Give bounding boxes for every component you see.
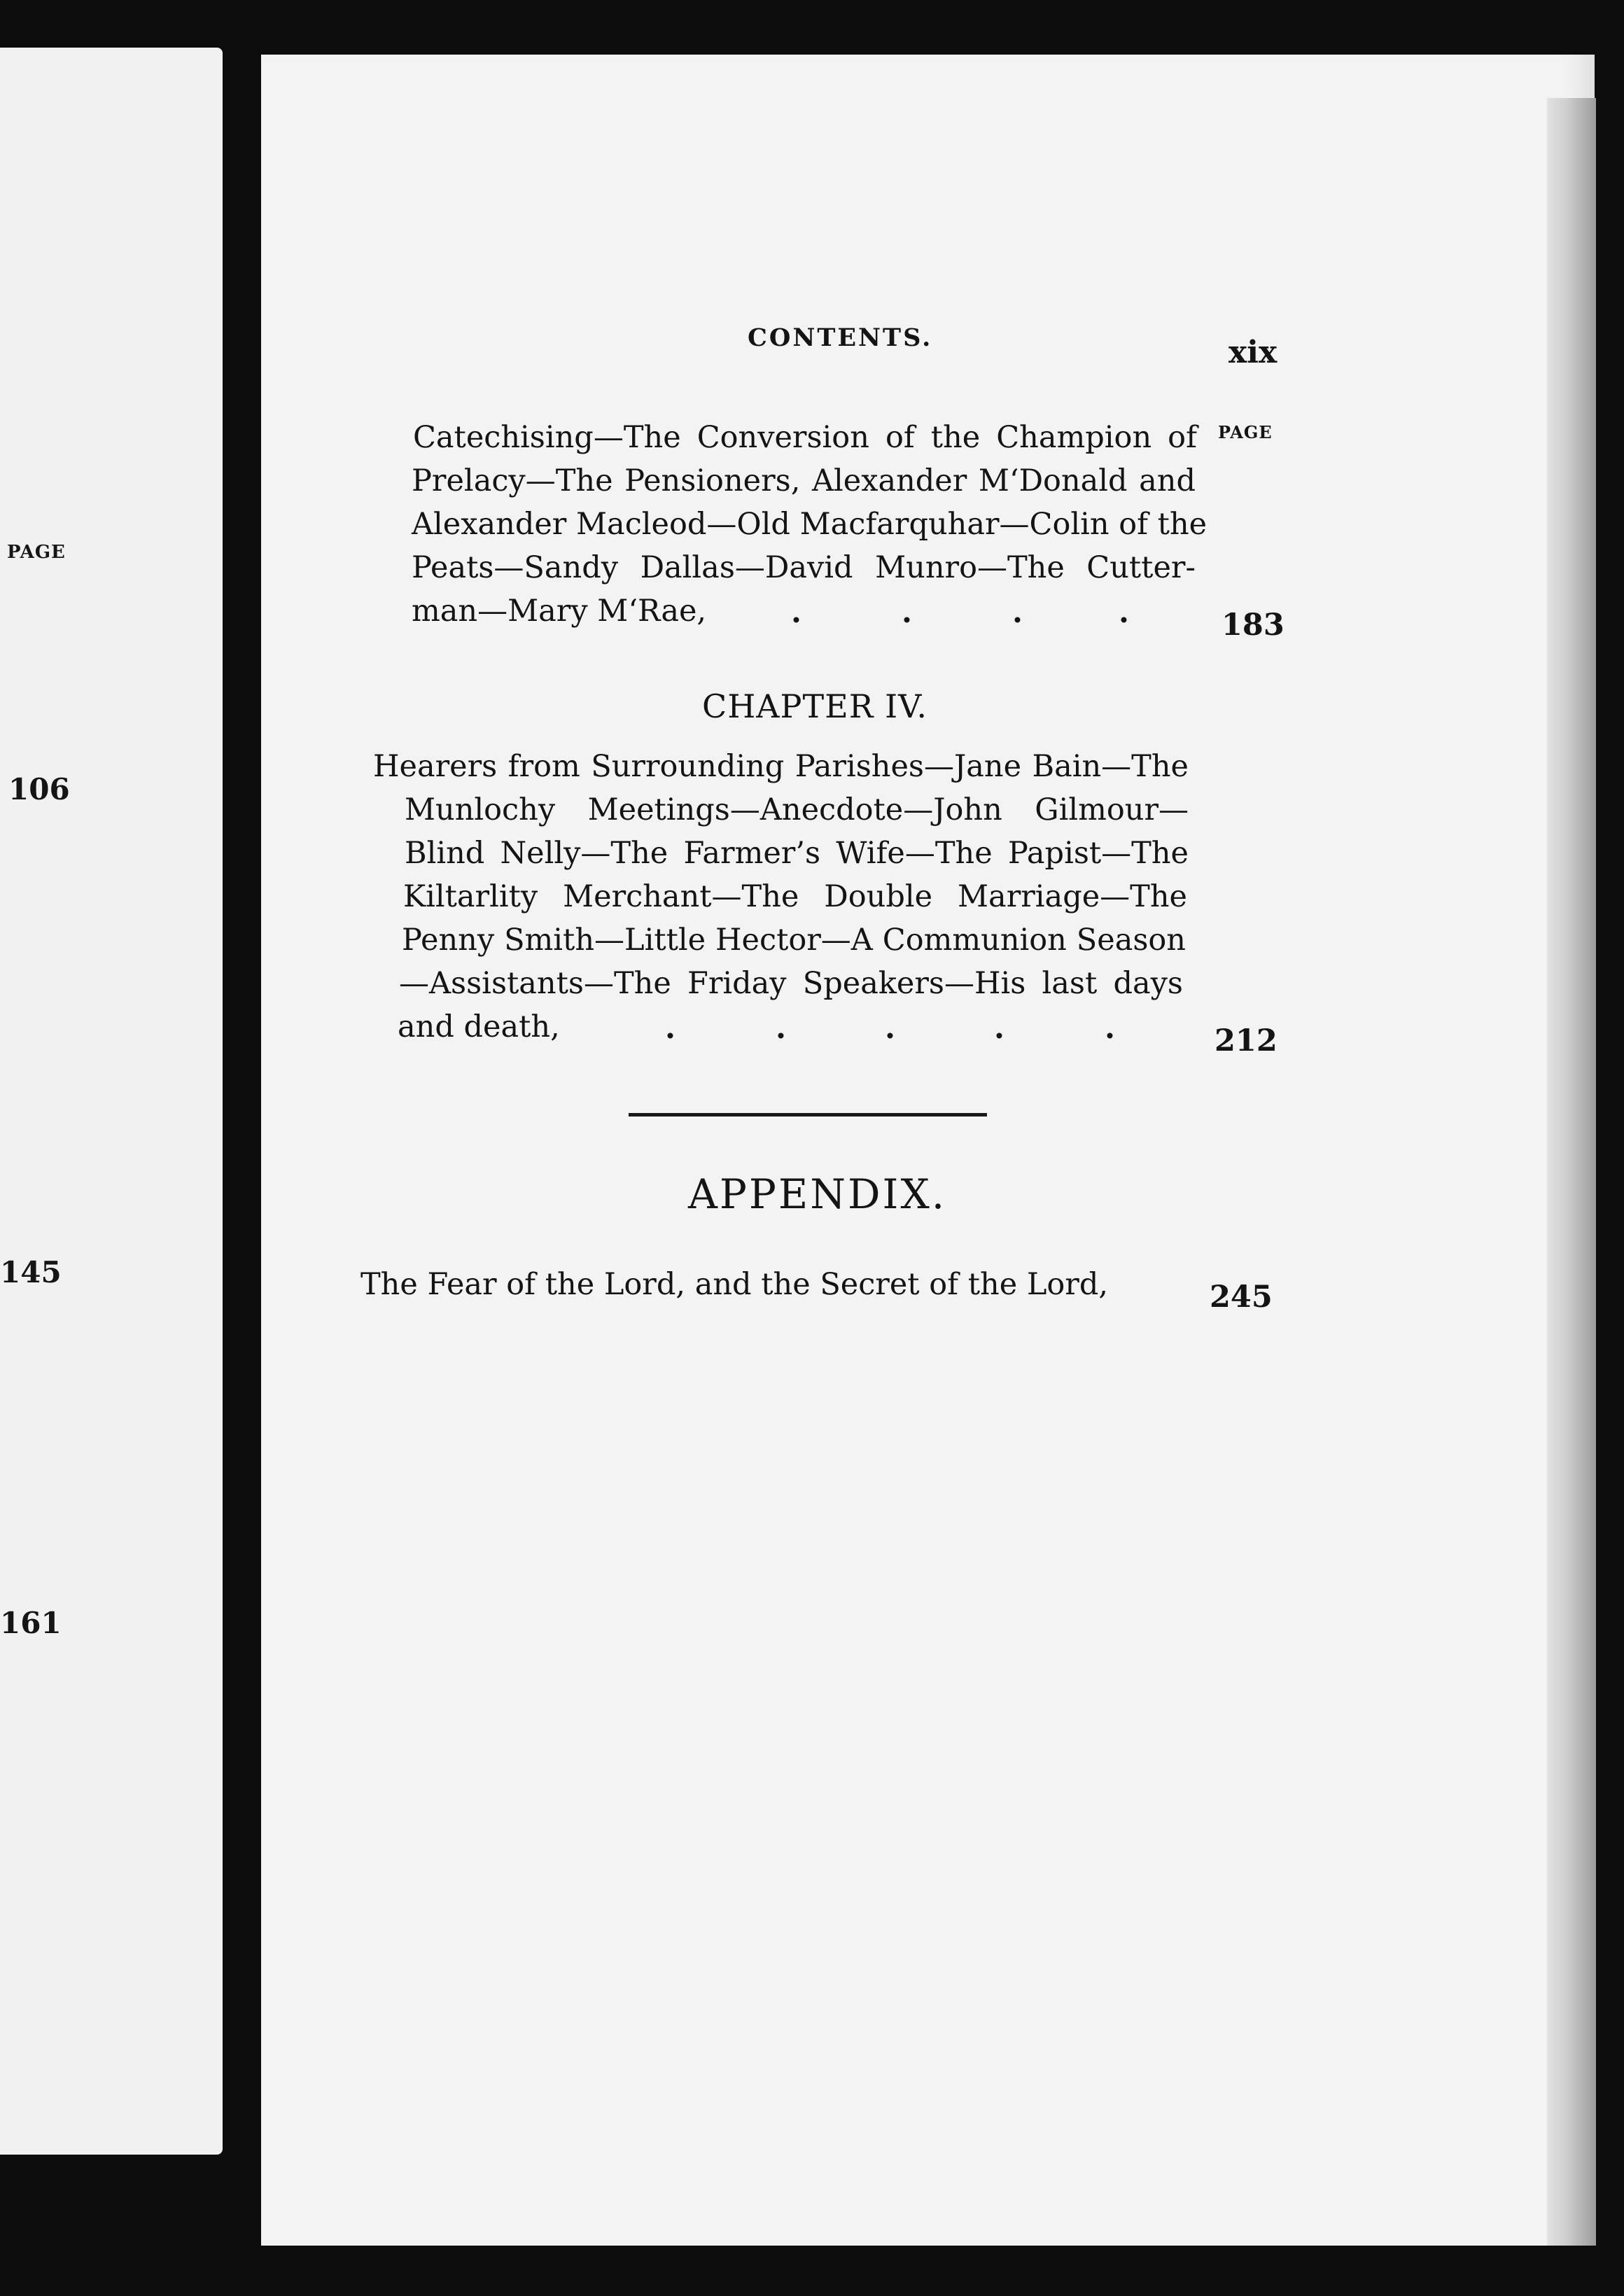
page-number: 183 [1222, 608, 1284, 643]
leader-dot: . [776, 1011, 786, 1046]
contents-page [261, 55, 1595, 2246]
contents-entry-line: Kiltarlity Merchant—The Double Marriage—The [403, 879, 1187, 914]
contents-entry-line: Hearers from Surrounding Parishes—Jane Bain—The [373, 749, 1189, 784]
contents-entry-line: man—Mary M‘Rae, [412, 594, 707, 629]
leader-dot: . [1119, 595, 1129, 630]
running-title: CONTENTS. [748, 323, 933, 352]
contents-entry-line: Blind Nelly—The Farmer’s Wife—The Papist—The [405, 836, 1189, 871]
appendix-heading: APPENDIX. [688, 1170, 947, 1218]
contents-entry-line: Munlochy Meetings—Anecdote—John Gilmour— [405, 792, 1189, 827]
previous-page-edge [0, 48, 223, 2155]
contents-entry-line: Catechising—The Conversion of the Champion of [413, 420, 1197, 455]
page-edge [1547, 98, 1596, 2246]
page-number: 212 [1214, 1023, 1278, 1058]
contents-entry-line: Penny Smith—Little Hector—A Communion Season [402, 923, 1186, 958]
leader-dot: . [902, 595, 912, 630]
contents-entry-line: Prelacy—The Pensioners, Alexander M‘Donald and [412, 463, 1196, 498]
page-number: 245 [1210, 1280, 1273, 1315]
contents-entry-line: Peats—Sandy Dallas—David Munro—The Cutter- [412, 550, 1196, 585]
previous-page-number: 106 [8, 772, 70, 806]
contents-entry-line: —Assistants—The Friday Speakers—His last days [399, 966, 1183, 1001]
page-column-label: PAGE [1218, 422, 1273, 442]
appendix-entry: The Fear of the Lord, and the Secret of the Lord, [360, 1267, 1109, 1302]
leader-dot: . [885, 1011, 895, 1046]
chapter-heading: CHAPTER IV. [702, 687, 927, 725]
leader-dot: . [1012, 595, 1023, 630]
leader-dot: . [791, 595, 802, 630]
section-divider [629, 1113, 987, 1116]
contents-entry-line: Alexander Macleod—Old Macfarquhar—Colin of the [412, 507, 1208, 542]
folio-number: xix [1228, 335, 1278, 370]
leader-dot: . [1105, 1011, 1115, 1046]
leader-dot: . [665, 1011, 676, 1046]
previous-page-number: 145 [0, 1255, 62, 1289]
previous-page-label: PAGE [7, 542, 66, 563]
previous-page-number: 161 [0, 1606, 62, 1640]
leader-dot: . [994, 1011, 1004, 1046]
contents-entry-line: and death, [398, 1009, 560, 1044]
